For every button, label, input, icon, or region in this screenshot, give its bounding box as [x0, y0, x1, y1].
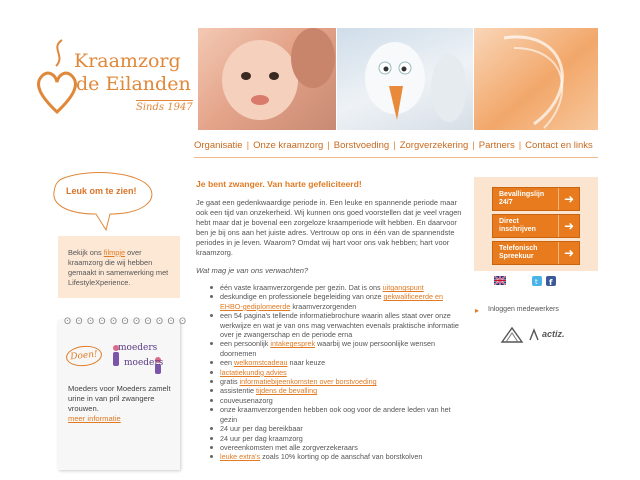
list-item	[196, 377, 466, 386]
doen-label: Doen!	[65, 344, 103, 368]
actiz-logo-icon	[528, 328, 540, 342]
list-item	[196, 292, 466, 311]
button-line-2: inschrijven	[499, 226, 536, 233]
nav-separator: |	[472, 140, 475, 151]
heart-swirl-icon	[474, 28, 598, 130]
list-item	[196, 311, 466, 339]
moeders-voor-moeders-logo[interactable]	[112, 342, 162, 374]
main-nav	[194, 140, 598, 154]
list-item-link[interactable]: lactatiekundig advies	[220, 367, 287, 377]
list-item-text: onze kraamverzorgenden hebben ook oog voor de andere leden van het gezin	[220, 405, 451, 424]
heart-logo-icon	[36, 38, 78, 118]
svg-text:f: f	[549, 278, 553, 286]
button-line-1: Telefonisch	[499, 245, 538, 252]
benefits-list	[196, 283, 466, 462]
list-item-text: een persoonlijk	[220, 339, 271, 349]
list-item-link[interactable]: leuke extra's	[220, 452, 261, 462]
nav-item-onze-kraamzorg[interactable]: Onze kraamzorg	[253, 140, 324, 151]
keurmerk-logo-icon[interactable]	[500, 326, 524, 344]
stork-image-icon	[337, 28, 473, 130]
uk-flag-icon[interactable]	[494, 276, 506, 285]
arrow-right-icon: ➜	[558, 215, 579, 237]
list-item-text: overeenkomsten met alle zorgverzekeraars	[220, 442, 358, 452]
bevallingslijn-button[interactable]	[492, 187, 580, 211]
nav-item-organisatie[interactable]: Organisatie	[194, 140, 243, 151]
note-more-link[interactable]: meer informatie	[68, 414, 121, 423]
action-box	[474, 177, 598, 271]
direct-inschrijven-button[interactable]	[492, 214, 580, 238]
note-text-wrap	[68, 384, 178, 424]
logo[interactable]	[36, 38, 196, 118]
list-item	[196, 358, 466, 367]
list-item-text: 24 uur per dag bereikbaar	[220, 424, 303, 434]
header-photo-decoration	[474, 28, 598, 130]
mvm-line-2: moeders	[124, 358, 164, 368]
speech-bubble	[50, 170, 154, 232]
arrow-right-icon: ➜	[558, 188, 579, 210]
logo-since: Sinds 1947	[136, 102, 193, 113]
film-text-before: Bekijk ons	[68, 248, 104, 257]
facebook-icon[interactable]	[546, 276, 556, 286]
logo-line-1: Kraamzorg	[74, 50, 181, 72]
bubble-title: Leuk om te zien!	[66, 186, 137, 196]
list-item	[196, 283, 466, 292]
list-item-text: couveusenazorg	[220, 395, 273, 405]
button-label	[499, 218, 536, 234]
list-item-text: gratis	[220, 377, 240, 387]
film-link[interactable]: filmpje	[103, 248, 126, 257]
nav-item-contact[interactable]: Contact en links	[525, 140, 593, 151]
button-line-1: Bevallingslijn	[499, 191, 545, 198]
baby-image-icon	[198, 28, 336, 130]
note-text: Moeders voor Moeders zamelt urine in van pril zwangere vrouwen.	[68, 384, 171, 413]
film-text	[68, 248, 170, 288]
button-label	[499, 245, 537, 261]
moeders-note	[58, 316, 188, 470]
telefonisch-spreekuur-button[interactable]	[492, 241, 580, 265]
list-item-text: waarbij we jouw persoonlijke wensen doornemen	[220, 339, 435, 358]
notebook-spiral-icon: ʘ ʘ ʘ ʘ ʘ ʘ ʘ ʘ ʘ ʘ ʘ	[64, 316, 188, 326]
list-item-text: deskundige en professionele begeleiding van onze	[220, 292, 384, 302]
nav-separator: |	[246, 140, 250, 151]
svg-text:t: t	[535, 278, 538, 286]
list-item	[196, 396, 466, 405]
list-item-link[interactable]: welkomstcadeau	[234, 358, 288, 368]
header-photo-baby	[198, 28, 336, 130]
list-item-text: één vaste kraamverzorgende per gezin. Dat is ons	[220, 283, 383, 292]
list-item-text: 24 uur per dag kraamzorg	[220, 433, 303, 443]
list-item	[196, 434, 466, 443]
film-box	[58, 236, 180, 298]
list-item-text: een 54 pagina's tellende informatiebrochure waarin alles staat over onze werkwijze en wat je van ons mag verwachten evenals praktische informatie over je zwangerschap en de periode erna	[220, 311, 459, 340]
button-line-2: Spreekuur	[499, 253, 534, 260]
list-item-text: een	[220, 358, 234, 368]
nav-separator: |	[327, 140, 330, 151]
intro-text: Je gaat een gedenkwaardige periode in. Een leuke en spannende periode maar ook een tijd van onzekerheid. Wij kunnen ons goed voorstellen dat je veel vragen hebt maar dat je bovenal een zorgeloze kraamperiode wilt hebben. En daarvoor ben je bij ons aan het juiste adres. Vertrouw op ons in één van de spannendste periodes in je leven. Waarom? Omdat wij hart voor ons vak hebben; hart voor kraamzorg.	[196, 198, 462, 257]
main-heading: Je bent zwanger. Van harte gefeliciteerd!	[196, 179, 362, 189]
film-text-after: over kraamzorg die wij hebben gemaakt in samenwerking met LifestyleXperience.	[68, 248, 169, 287]
button-label	[499, 191, 544, 207]
list-item-text: kraamverzorgenden	[290, 301, 357, 311]
login-arrow-icon: ▸	[475, 306, 480, 315]
arrow-right-icon: ➜	[558, 242, 579, 264]
bubble-outline-icon	[50, 170, 154, 232]
list-item-text: zoals 10% korting op de aanschaf van borstkolven	[260, 452, 423, 462]
list-item	[196, 339, 466, 358]
actiz-label[interactable]: actiz.	[542, 329, 565, 339]
nav-item-partners[interactable]: Partners	[478, 140, 515, 151]
list-item-link[interactable]: tijdens de bevalling	[255, 386, 318, 396]
list-item-link[interactable]: uitgangspunt	[382, 283, 424, 292]
partner-logos	[500, 326, 580, 346]
list-item	[196, 424, 466, 433]
nav-item-zorgverzekering[interactable]: Zorgverzekering	[399, 140, 469, 151]
nav-separator: |	[518, 140, 522, 151]
nav-divider	[194, 157, 598, 158]
list-item	[196, 443, 466, 452]
header-photo-stork	[337, 28, 473, 130]
list-item-link[interactable]: informatiebijeenkomsten over borstvoeding	[239, 377, 377, 387]
button-line-1: Direct	[499, 218, 519, 225]
sub-heading: Wat mag je van ons verwachten?	[196, 266, 309, 275]
twitter-icon[interactable]	[532, 276, 542, 286]
list-item	[196, 452, 466, 461]
nav-separator: |	[393, 140, 396, 151]
logo-line-2: de Eilanden	[76, 73, 191, 95]
mvm-line-1: moeders	[118, 343, 158, 353]
social-bar	[494, 276, 574, 288]
list-item-link[interactable]: gekwalificeerde en EHBO-gediplomeerde	[220, 292, 443, 311]
list-item-text: assistentie	[220, 386, 256, 396]
list-item	[196, 405, 466, 424]
list-item-link[interactable]: intakegesprek	[270, 339, 316, 349]
list-item-text: naar keuze	[287, 358, 326, 368]
nav-item-borstvoeding[interactable]: Borstvoeding	[333, 140, 390, 151]
button-line-2: 24/7	[499, 199, 513, 206]
list-item	[196, 386, 466, 395]
login-link[interactable]: Inloggen medewerkers	[488, 306, 559, 313]
list-item	[196, 368, 466, 377]
